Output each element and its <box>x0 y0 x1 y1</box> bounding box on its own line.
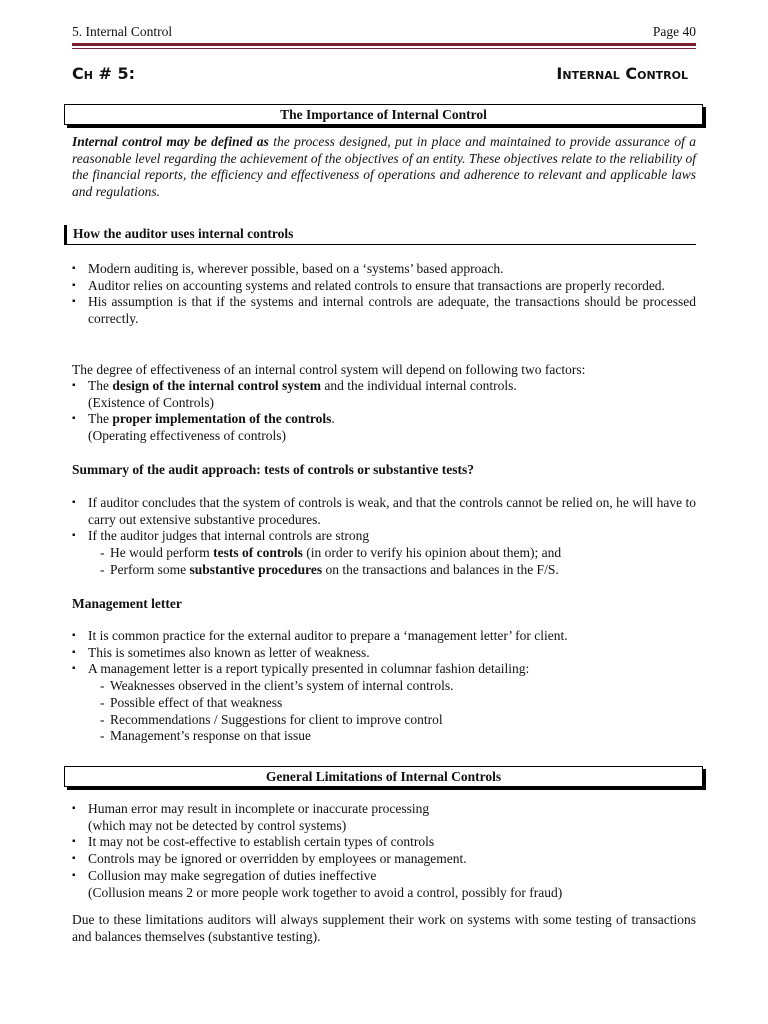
list-item: ▪ Human error may result in incomplete or inaccurate processing (which may not be detected by control systems) <box>72 801 430 833</box>
management-bullet-list <box>72 628 696 745</box>
bullet-icon: ▪ <box>72 279 76 291</box>
header-rule-thin <box>72 48 696 49</box>
factors-list <box>72 378 696 445</box>
section-box-limitations: General Limitations of Internal Controls <box>64 766 703 787</box>
list-item: ▪ A management letter is a report typically presented in columnar fashion detailing: - Weaknesses observed in the client’s system of internal controls. - Possible effect of that weakness - Recommendations / Suggestions for client to improve control - Management’s response on that issue <box>72 661 696 745</box>
list-item: ▪ His assumption is that if the systems and internal controls are adequate, the transactions should be processed correctly. <box>72 294 696 327</box>
list-item: ▪ Collusion may make segregation of duties ineffective (Collusion means 2 or more people work together to avoid a control, possibly for fraud) <box>72 867 563 900</box>
summary-dash-list <box>88 545 696 578</box>
header-page-number: Page 40 <box>652 24 696 39</box>
definition-text: the process designed, put in place and maintained to provide assurance of a reasonable level regarding the achievement of the objectives of an entity. These objectives relate to the reliability of the financial reports, the efficiency and effectiveness of operations and adherence to relevant and applicable laws and regulations. <box>72 134 696 200</box>
list-item: - Weaknesses observed in the client’s system of internal controls. <box>100 678 454 694</box>
chapter-title: Internal Control <box>556 64 688 83</box>
list-item: ▪ If auditor concludes that the system of controls is weak, and that the controls cannot be relied on, he will have to carry out extensive substantive procedures. <box>72 495 696 527</box>
list-item: ▪ If the auditor judges that internal controls are strong - He would perform tests of controls (in order to verify his opinion about them); and - Perform some substantive procedures on the transactions and balances in the F/S. <box>72 528 696 578</box>
header-chapter: 5. Internal Control <box>72 24 173 39</box>
bullet-icon: ▪ <box>72 630 76 641</box>
list-item: - Management’s response on that issue <box>100 728 311 744</box>
bullet-icon: ▪ <box>72 646 76 658</box>
list-item: ▪ This is sometimes also known as letter of weakness. <box>72 644 370 660</box>
chapter-number: Ch # 5: <box>72 64 136 83</box>
list-item: - Recommendations / Suggestions for client to improve control <box>100 711 443 727</box>
bullet-icon: ▪ <box>72 413 76 425</box>
definition-lead: Internal control may be defined as <box>72 134 269 149</box>
list-item: ▪ The proper implementation of the controls. (Operating effectiveness of controls) <box>72 411 335 444</box>
list-item: ▪ The design of the internal control system and the individual internal controls. (Existence of Controls) <box>72 378 517 410</box>
auditor-bullet-list <box>72 261 696 328</box>
bullet-icon: ▪ <box>72 869 76 881</box>
bullet-icon: ▪ <box>72 497 76 508</box>
bullet-icon: ▪ <box>72 380 76 391</box>
list-item: - Possible effect of that weakness <box>100 694 283 710</box>
list-item: ▪ Controls may be ignored or overridden by employees or management. <box>72 851 467 867</box>
degree-intro: The degree of effectiveness of an internal control system will depend on following two factors: <box>72 362 586 377</box>
section-heading-auditor: How the auditor uses internal controls <box>64 225 696 245</box>
conclusion-paragraph: Due to these limitations auditors will always supplement their work on systems with some testing of transactions and balances themselves (substantive testing). <box>72 912 696 944</box>
bullet-icon: ▪ <box>72 853 76 865</box>
management-letter-heading: Management letter <box>72 596 182 611</box>
bullet-icon: ▪ <box>72 836 76 848</box>
list-item: - He would perform tests of controls (in order to verify his opinion about them); and <box>100 545 562 561</box>
bullet-icon: ▪ <box>72 296 76 308</box>
bullet-icon: ▪ <box>72 663 76 675</box>
list-item: - Perform some substantive procedures on the transactions and balances in the F/S. <box>100 561 559 577</box>
definition-paragraph <box>72 134 696 201</box>
bullet-icon: ▪ <box>72 803 76 814</box>
summary-heading: Summary of the audit approach: tests of controls or substantive tests? <box>72 462 475 477</box>
chapter-title-line <box>72 64 688 83</box>
bullet-icon: ▪ <box>72 263 76 274</box>
limitations-bullet-list <box>72 801 696 901</box>
summary-bullet-list <box>72 495 696 579</box>
bullet-icon: ▪ <box>72 530 76 542</box>
section-box-importance: The Importance of Internal Control <box>64 104 703 125</box>
list-item: ▪ Modern auditing is, wherever possible, based on a ‘systems’ based approach. <box>72 261 504 276</box>
header-rule <box>72 43 696 46</box>
list-item: ▪ It may not be cost-effective to establish certain types of controls <box>72 834 435 850</box>
list-item: ▪ It is common practice for the external auditor to prepare a ‘management letter’ for client. <box>72 628 568 643</box>
list-item: ▪ Auditor relies on accounting systems and related controls to ensure that transactions are properly recorded. <box>72 277 665 293</box>
management-dash-list <box>88 678 696 745</box>
